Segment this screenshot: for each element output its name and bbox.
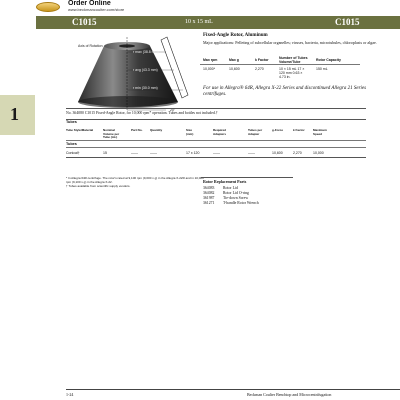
part-row <box>203 196 248 200</box>
spec-divider <box>200 64 360 65</box>
tubes-col-quantity: Quantity <box>150 128 163 132</box>
part-name: T-handle Rotor Wrench <box>223 201 259 205</box>
tube-cell-max-speed: 10,000 <box>313 151 324 155</box>
tubes-col-part: Part No. <box>131 128 143 132</box>
part-number: 361271 <box>203 201 215 205</box>
parts-divider <box>201 177 293 178</box>
tube-cell-style: Conical† <box>66 151 80 155</box>
spec-k-factor: 2,270 <box>255 67 264 71</box>
tubes-col-adapters: Required Adapters <box>213 128 227 136</box>
tube-cell-k-factor: 2,270 <box>293 151 302 155</box>
spec-header-k-factor: k Factor <box>255 58 269 62</box>
part-name: Tie-down Screw <box>223 196 249 200</box>
footer-divider <box>66 389 400 390</box>
tubes-sub-divider-2 <box>66 147 366 148</box>
beckman-logo-icon[interactable] <box>36 2 60 12</box>
tubes-col-volume: Nominal Volume per Tube (mL) <box>103 128 120 140</box>
spec-header-capacity: Rotor Capacity <box>316 58 341 62</box>
axis-of-rotation-label: Axis of Rotation <box>78 44 103 48</box>
tubes-end-divider <box>66 157 366 158</box>
part-row <box>203 201 259 205</box>
page-number: 1-24 <box>66 392 74 397</box>
rotor-section-divider <box>66 108 366 109</box>
angle-label: 20° <box>170 108 176 112</box>
part-row <box>203 191 249 195</box>
spec-header-max-rpm: Max rpm <box>203 58 218 62</box>
spec-header-tubes: Number of Tubes Volume/Tube <box>279 56 308 64</box>
r-min-label: r min (30.0 mm) <box>133 86 158 90</box>
rotor-part-note: No. 364080 C1015 Fixed-Angle Rotor, for 10,000 rpm* operation. Tubes and bottles not included.† <box>66 111 218 115</box>
tube-cell-part: —— <box>131 151 138 155</box>
order-online-title[interactable]: Order Online <box>68 0 111 7</box>
tube-cell-g-force: 10,600 <box>272 151 283 155</box>
rotor-title: Fixed-Angle Rotor, Aluminum <box>203 33 268 38</box>
tube-cell-quantity: —— <box>150 151 157 155</box>
tubes-divider <box>66 119 366 120</box>
parts-title: Rotor Replacement Parts <box>203 179 247 184</box>
tubes-section-label: Tubes <box>66 120 77 124</box>
part-number: 364082 <box>203 191 215 195</box>
tube-cell-volume: 15 <box>103 151 107 155</box>
tube-cell-adapters: —— <box>213 151 220 155</box>
r-max-label: r max (38.8 mm) <box>133 50 159 54</box>
spec-header-max-g: Max g <box>229 58 239 62</box>
footnote-speed: * In Allegra 64R centrifuge. The rotor's rated at 9,100 rpm (9,000 x g) in the Allegra X-22R and in 10,000 rpm (9,100 x g) in the Allegra X-22. <box>66 176 204 184</box>
header-model-right: C1015 <box>335 17 360 27</box>
header-capacity: 10 x 15 mL <box>185 19 213 25</box>
part-row <box>203 186 238 190</box>
spec-max-g: 10,600 <box>229 67 240 71</box>
spec-tubes: 10 × 15 mL 17 × 120 mm 0.63 × 4.73 in. <box>279 67 305 79</box>
tubes-col-k-factor: k Factor <box>293 128 305 132</box>
tube-cell-size: 17 x 120 <box>186 151 200 155</box>
order-online-url[interactable]: www.beckmancoulter.com/store <box>68 7 125 12</box>
part-number: 364083 <box>203 186 215 190</box>
tubes-col-g-force: g-Force <box>272 128 284 132</box>
tubes-col-max-speed: Maximum Speed <box>313 128 327 136</box>
compatibility-note: For use in Allegra® 64R, Allegra X-22 Series and discontinued Allegra 21 Series centrifuges. <box>203 86 367 97</box>
spec-capacity: 150 mL <box>316 67 328 71</box>
part-name: Rotor Lid O-ring <box>223 191 249 195</box>
tubes-col-per-adapter: Tubes per Adapter <box>248 128 263 136</box>
order-online-bar <box>0 0 400 14</box>
tubes-subheader: Tubes <box>66 142 77 146</box>
tube-cell-per-adapter: —— <box>248 151 255 155</box>
tubes-col-size: Size (mm) <box>186 128 194 136</box>
part-name: Rotor Lid <box>223 186 238 190</box>
spec-max-rpm: 10,000* <box>203 67 216 71</box>
r-avg-label: r avg (43.3 mm) <box>133 68 158 72</box>
tubes-col-style: Tube Style/Material <box>66 128 94 132</box>
chapter-number: 1 <box>10 104 19 124</box>
footnote-tubes: † Tubes available from scientific supply vendors. <box>66 184 131 188</box>
footnotes <box>66 176 206 188</box>
footer-title: Beckman Coulter Benchtop and Microcentrifugation <box>247 392 332 397</box>
rotor-applications: Major applications: Pelleting of subcellular organelles; viruses, bacteria, microtubules, chloroplasts or algae. <box>203 40 377 45</box>
part-number: 361987 <box>203 196 215 200</box>
header-model-left: C1015 <box>72 17 97 27</box>
tubes-sub-divider <box>66 140 366 141</box>
